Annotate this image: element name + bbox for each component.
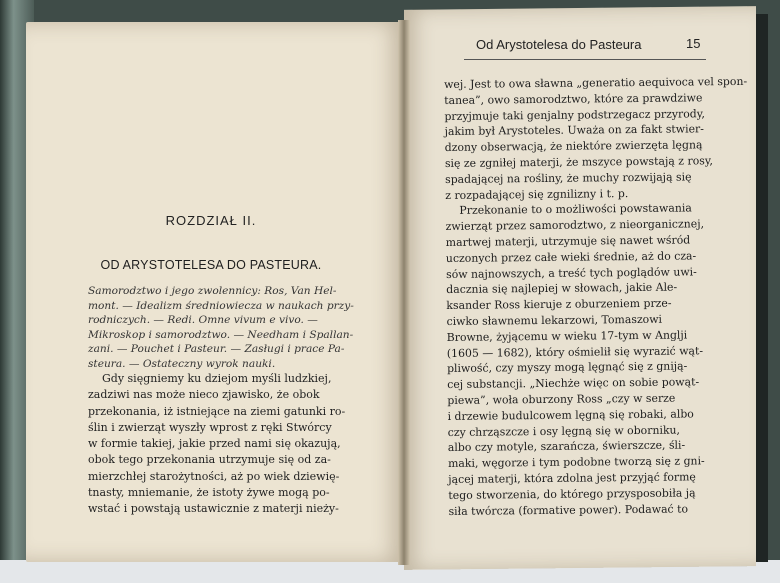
text-line: czy chrząszcze i osy lęgną się w oborniku, bbox=[447, 423, 681, 439]
book-cover-right bbox=[754, 14, 768, 562]
text-line: tnasty, mniemanie, że istoty żywe mogą po- bbox=[88, 486, 330, 500]
text-line: jakim był Arystoteles. Uważa on za fakt stwier- bbox=[444, 122, 704, 139]
text-line: ślin i zwierząt wyszły wprost z ręki Stwórcy bbox=[88, 420, 332, 434]
text-line: się ze zgniłej materji, że mszyce powstają z rosy, bbox=[444, 154, 714, 170]
text-line: w formie takiej, jakie przed nami się okazują, bbox=[88, 437, 341, 451]
text-line: tanea”, owo samorodztwo, które za prawdziwe bbox=[444, 91, 703, 107]
chapter-summary bbox=[88, 284, 358, 372]
text-line: z rozpadającej się zgnilizny i t. p. bbox=[445, 186, 629, 202]
text-line: ciwko sławnemu lekarzowi, Tomaszowi bbox=[446, 312, 663, 328]
summary-line: rodniczych. — Redi. Omne vivum e vivo. — bbox=[88, 314, 318, 327]
header-rule bbox=[464, 59, 706, 60]
text-line: ksander Ross kieruje z oburzeniem prze- bbox=[446, 296, 672, 313]
text-line: jącej materji, która zdolna jest przyjąć formę bbox=[448, 470, 696, 486]
text-line: cej substancji. „Niechże więc on sobie powąt- bbox=[447, 375, 700, 392]
chapter-label: ROZDZIAŁ II. bbox=[165, 213, 257, 228]
text-line: przekonania, iż istniejące na ziemi gatunki ro- bbox=[88, 404, 346, 418]
right-body-text bbox=[444, 74, 748, 519]
text-line: sów najnowszych, a treść tych poglądów uwi- bbox=[445, 264, 697, 281]
text-line: przyjmuje taki genjalny podstrzegacz przyrody, bbox=[444, 106, 705, 123]
text-line: dzony obserwacją, że niektóre zwierzęta lęgną bbox=[444, 138, 703, 155]
summary-line: Mikroskop i samorodztwo. — Needham i Spallan- bbox=[88, 328, 354, 341]
text-line: obok tego przekonania utrzymuje się od za- bbox=[88, 453, 331, 467]
text-line: spadającej na rośliny, że muchy rozwijają się bbox=[445, 170, 692, 186]
text-line: Przekonanie to o możliwości powstawania bbox=[459, 201, 692, 218]
text-line: Gdy sięgniemy ku dziejom myśli ludzkiej, bbox=[102, 372, 332, 385]
summary-line: zani. — Pouchet i Pasteur. — Zasługi i prace Pa- bbox=[88, 343, 345, 356]
text-line: martwej materji, utrzymuje się nawet wśród bbox=[445, 233, 691, 249]
text-line: maki, węgorze i tym podobne tworzą się z gni- bbox=[447, 454, 705, 471]
text-line: mierzchłej starożytności, aż po wiek dziewię- bbox=[88, 469, 340, 483]
summary-line: steura. — Ostateczny wyrok nauki. bbox=[88, 357, 276, 370]
text-line: piewa”, woła oburzony Ross „czy w serze bbox=[447, 391, 676, 407]
book-spine bbox=[398, 20, 410, 565]
text-line: siła twórcza (formative power). Podawać to bbox=[448, 501, 689, 518]
running-head: Od Arystotelesa do Pasteura bbox=[476, 37, 642, 52]
text-line: pliwość, czy myszy mogą lęgnąć się z gniją- bbox=[446, 359, 688, 376]
text-line: albo czy motyle, szarańcza, świerszcze, śli- bbox=[447, 438, 686, 455]
chapter-title: OD ARYSTOTELESA DO PASTEURA. bbox=[100, 258, 322, 272]
page-number: 15 bbox=[686, 36, 701, 51]
summary-line: mont. — Idealizm średniowiecza w naukach przy- bbox=[88, 299, 354, 312]
text-line: Browne, żyjącemu w wieku 17-tym w Anglji bbox=[446, 328, 688, 344]
text-line: wej. Jest to owa sławna „generatio aequivoca vel spon- bbox=[444, 74, 748, 91]
text-line: tego stworzenia, do którego przysposobiła ją bbox=[448, 486, 696, 502]
text-line: wstać i powstają ustawicznie z materji nieży- bbox=[88, 502, 339, 516]
summary-line: Samorodztwo i jego zwolennicy: Ros, Van Hel- bbox=[88, 285, 337, 297]
text-line: dacznia się najlepiej w słowach, jakie Ale- bbox=[446, 280, 678, 297]
text-line: uczonych przez całe wieki średnie, aż do cza- bbox=[445, 249, 697, 265]
text-line: i drzewie budulcowem lęgną się robaki, albo bbox=[447, 407, 694, 423]
text-line: (1605 — 1682), który ośmielił się wyrazić wąt- bbox=[446, 343, 704, 360]
left-body-text bbox=[88, 371, 358, 518]
text-line: zadziwi nas może nieco zjawisko, że obok bbox=[88, 388, 320, 402]
text-line: zwierząt przez samorodztwo, z nieorganicznej, bbox=[445, 217, 705, 234]
